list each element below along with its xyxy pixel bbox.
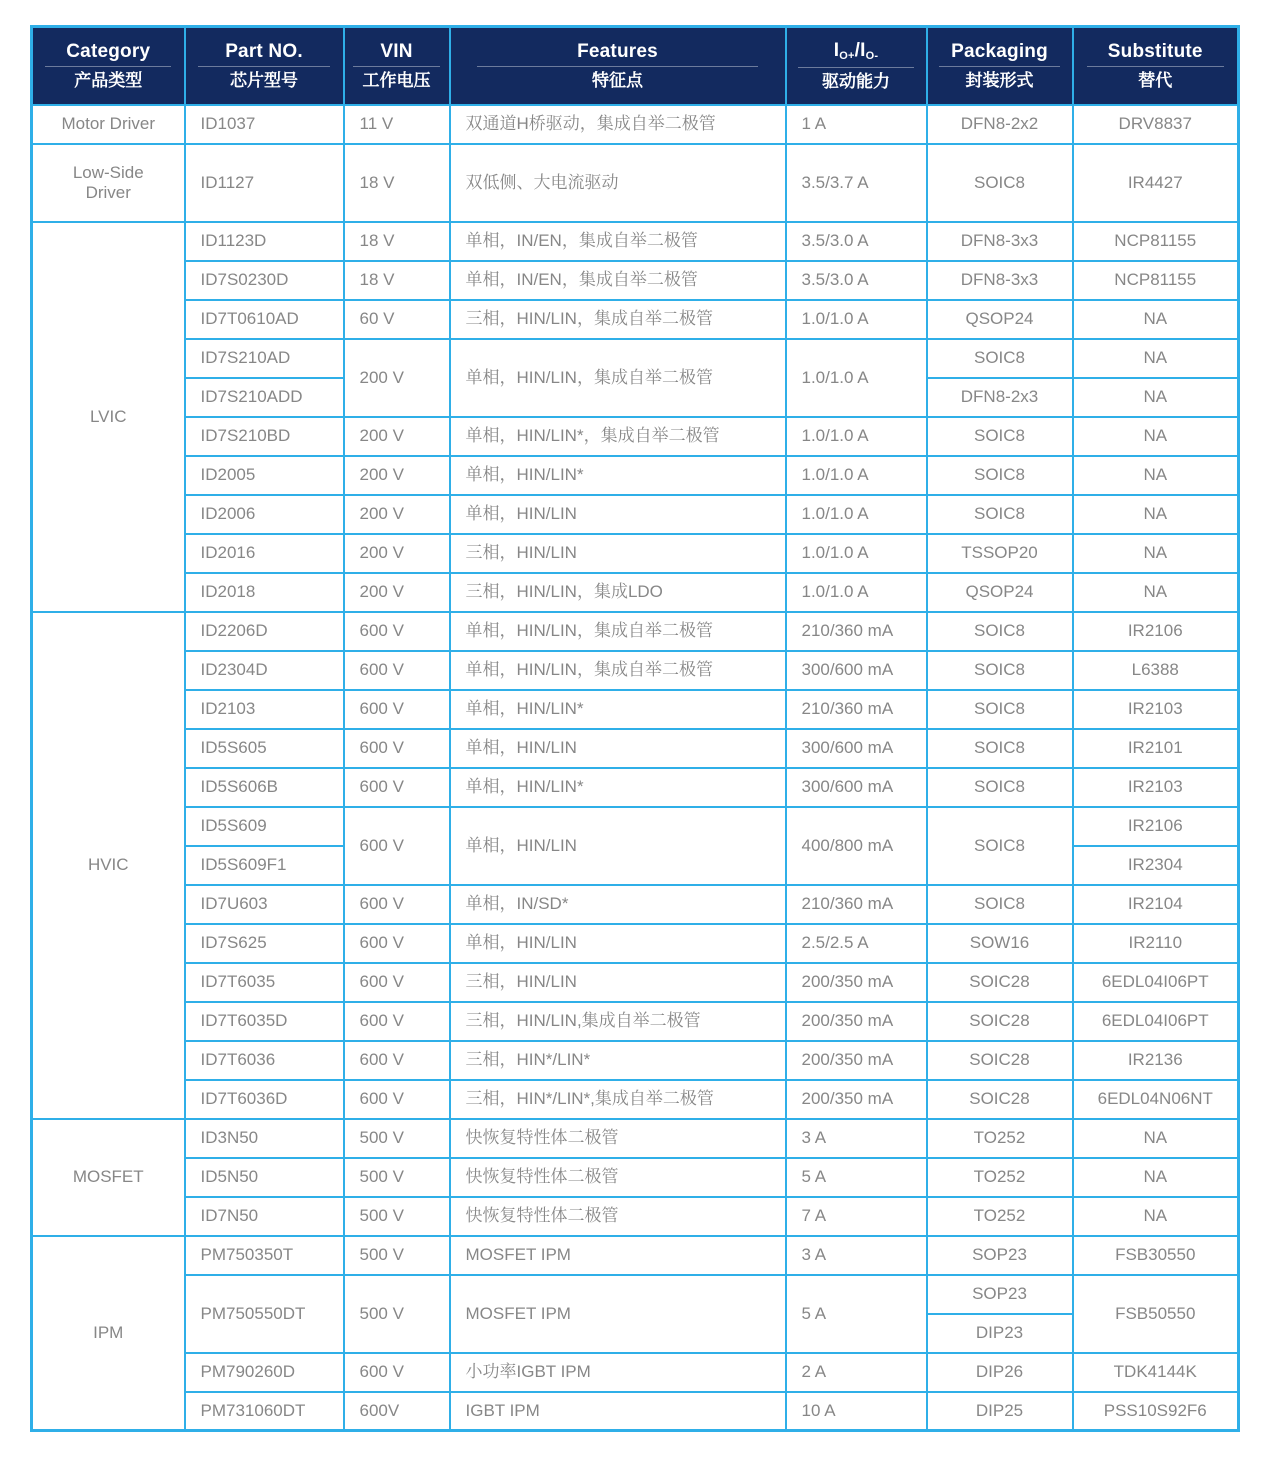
cell-substitute: 6EDL04I06PT <box>1073 963 1239 1002</box>
cell-io: 3.5/3.0 A <box>786 261 927 300</box>
cell-substitute: IR2106 <box>1073 612 1239 651</box>
table-row <box>32 1392 1239 1431</box>
cell-category: LVIC <box>32 222 185 612</box>
cell-category: Low-Side Driver <box>32 144 185 222</box>
header-divider <box>798 67 915 68</box>
header-divider <box>45 66 171 67</box>
table-row <box>32 963 1239 1002</box>
header-io-en: $I_{O+}/I_{O-}$ <box>833 40 879 63</box>
cell-vin: 600 V <box>344 1041 450 1080</box>
cell-vin: 600 V <box>344 612 450 651</box>
cell-substitute: NA <box>1073 300 1239 339</box>
cell-substitute: IR2304 <box>1073 846 1239 885</box>
table-row <box>32 1119 1239 1158</box>
cell-packaging: SOIC8 <box>927 729 1073 768</box>
table-body <box>32 105 1239 1431</box>
cell-io: 200/350 mA <box>786 1080 927 1119</box>
cell-part: ID2018 <box>185 573 344 612</box>
table-row <box>32 1353 1239 1392</box>
cell-io: 210/360 mA <box>786 612 927 651</box>
cell-packaging: DFN8-2x2 <box>927 105 1073 144</box>
cell-features: 单相，HIN/LIN，集成自举二极管 <box>450 339 786 417</box>
table-row <box>32 495 1239 534</box>
header-vin-zh: 工作电压 <box>362 71 431 91</box>
cell-packaging: SOIC28 <box>927 1041 1073 1080</box>
cell-packaging: SOIC8 <box>927 144 1073 222</box>
cell-vin: 600V <box>344 1392 450 1431</box>
cell-io: 10 A <box>786 1392 927 1431</box>
table-row <box>32 924 1239 963</box>
cell-part: ID7S210BD <box>185 417 344 456</box>
cell-substitute: 6EDL04N06NT <box>1073 1080 1239 1119</box>
cell-substitute: IR2101 <box>1073 729 1239 768</box>
table-row <box>32 222 1239 261</box>
header-substitute-en: Substitute <box>1107 41 1203 63</box>
cell-vin: 600 V <box>344 885 450 924</box>
header-part <box>185 27 344 105</box>
table-row <box>32 105 1239 144</box>
cell-category: Motor Driver <box>32 105 185 144</box>
cell-features: 单相，HIN/LIN <box>450 495 786 534</box>
cell-vin: 200 V <box>344 573 450 612</box>
cell-part: PM790260D <box>185 1353 344 1392</box>
table-row <box>32 339 1239 378</box>
cell-io: 3.5/3.0 A <box>786 222 927 261</box>
cell-packaging: DIP25 <box>927 1392 1073 1431</box>
cell-vin: 600 V <box>344 1002 450 1041</box>
header-category <box>32 27 185 105</box>
cell-part: ID7T6035 <box>185 963 344 1002</box>
cell-packaging: DFN8-3x3 <box>927 222 1073 261</box>
cell-category: IPM <box>32 1236 185 1431</box>
table-row <box>32 1197 1239 1236</box>
cell-features: MOSFET IPM <box>450 1236 786 1275</box>
cell-part: ID7S210AD <box>185 339 344 378</box>
cell-vin: 600 V <box>344 651 450 690</box>
cell-vin: 60 V <box>344 300 450 339</box>
cell-vin: 600 V <box>344 924 450 963</box>
cell-packaging: SOIC8 <box>927 690 1073 729</box>
cell-features: 三相，HIN/LIN，集成LDO <box>450 573 786 612</box>
cell-part: ID7S625 <box>185 924 344 963</box>
cell-io: 1 A <box>786 105 927 144</box>
cell-part: ID1037 <box>185 105 344 144</box>
cell-io: 1.0/1.0 A <box>786 417 927 456</box>
cell-features: MOSFET IPM <box>450 1275 786 1353</box>
cell-part: ID5N50 <box>185 1158 344 1197</box>
cell-substitute: IR2136 <box>1073 1041 1239 1080</box>
cell-vin: 600 V <box>344 768 450 807</box>
cell-part: ID2304D <box>185 651 344 690</box>
cell-features: 单相，HIN/LIN* <box>450 690 786 729</box>
cell-part: ID5S605 <box>185 729 344 768</box>
cell-packaging: SOW16 <box>927 924 1073 963</box>
header-substitute-zh: 替代 <box>1138 71 1173 91</box>
header-packaging-en: Packaging <box>951 41 1048 63</box>
cell-vin: 200 V <box>344 534 450 573</box>
cell-io: 7 A <box>786 1197 927 1236</box>
cell-part: ID7U603 <box>185 885 344 924</box>
cell-part: ID5S609 <box>185 807 344 846</box>
cell-features: 双通道H桥驱动，集成自举二极管 <box>450 105 786 144</box>
cell-io: 210/360 mA <box>786 885 927 924</box>
cell-vin: 500 V <box>344 1119 450 1158</box>
cell-packaging: SOIC28 <box>927 963 1073 1002</box>
cell-vin: 200 V <box>344 339 450 417</box>
cell-packaging: SOIC8 <box>927 612 1073 651</box>
cell-part: ID1127 <box>185 144 344 222</box>
cell-substitute: IR2103 <box>1073 690 1239 729</box>
cell-category: HVIC <box>32 612 185 1119</box>
cell-part: ID2005 <box>185 456 344 495</box>
table-row <box>32 144 1239 222</box>
cell-features: IGBT IPM <box>450 1392 786 1431</box>
cell-features: 快恢复特性体二极管 <box>450 1197 786 1236</box>
cell-packaging: SOP23 <box>927 1275 1073 1314</box>
cell-substitute: NA <box>1073 378 1239 417</box>
table-row <box>32 612 1239 651</box>
cell-packaging: SOIC8 <box>927 339 1073 378</box>
header-vin <box>344 27 450 105</box>
cell-packaging: SOIC8 <box>927 456 1073 495</box>
cell-substitute: IR4427 <box>1073 144 1239 222</box>
table-row <box>32 261 1239 300</box>
cell-vin: 500 V <box>344 1158 450 1197</box>
header-packaging <box>927 27 1073 105</box>
table-row <box>32 534 1239 573</box>
table-row <box>32 456 1239 495</box>
header-features <box>450 27 786 105</box>
cell-part: PM750350T <box>185 1236 344 1275</box>
cell-part: ID1123D <box>185 222 344 261</box>
cell-packaging: TSSOP20 <box>927 534 1073 573</box>
cell-packaging: SOIC8 <box>927 885 1073 924</box>
cell-io: 300/600 mA <box>786 768 927 807</box>
cell-features: 单相，HIN/LIN，集成自举二极管 <box>450 651 786 690</box>
cell-features: 快恢复特性体二极管 <box>450 1158 786 1197</box>
cell-substitute: DRV8837 <box>1073 105 1239 144</box>
table-row <box>32 729 1239 768</box>
cell-packaging: QSOP24 <box>927 573 1073 612</box>
cell-substitute: NA <box>1073 495 1239 534</box>
table-row <box>32 1158 1239 1197</box>
cell-part: ID7S210ADD <box>185 378 344 417</box>
cell-substitute: NA <box>1073 417 1239 456</box>
cell-part: ID7T6036D <box>185 1080 344 1119</box>
cell-vin: 18 V <box>344 222 450 261</box>
table-row <box>32 1080 1239 1119</box>
cell-vin: 11 V <box>344 105 450 144</box>
cell-packaging: DFN8-3x3 <box>927 261 1073 300</box>
cell-packaging: QSOP24 <box>927 300 1073 339</box>
cell-part: ID2206D <box>185 612 344 651</box>
cell-io: 200/350 mA <box>786 963 927 1002</box>
header-features-zh: 特征点 <box>592 71 643 91</box>
cell-packaging: TO252 <box>927 1119 1073 1158</box>
cell-features: 三相，HIN/LIN <box>450 534 786 573</box>
header-divider <box>198 66 330 67</box>
cell-vin: 200 V <box>344 417 450 456</box>
cell-substitute: IR2110 <box>1073 924 1239 963</box>
cell-features: 三相，HIN*/LIN*,集成自举二极管 <box>450 1080 786 1119</box>
table-row <box>32 573 1239 612</box>
cell-io: 210/360 mA <box>786 690 927 729</box>
cell-features: 单相，HIN/LIN <box>450 924 786 963</box>
table-row <box>32 885 1239 924</box>
cell-part: ID7T0610AD <box>185 300 344 339</box>
cell-features: 单相，HIN/LIN*，集成自举二极管 <box>450 417 786 456</box>
cell-packaging: SOIC28 <box>927 1080 1073 1119</box>
cell-part: ID7T6035D <box>185 1002 344 1041</box>
cell-substitute: FSB50550 <box>1073 1275 1239 1353</box>
header-divider <box>477 66 758 67</box>
cell-vin: 600 V <box>344 690 450 729</box>
table-row <box>32 651 1239 690</box>
header-category-en: Category <box>66 41 151 63</box>
cell-vin: 500 V <box>344 1236 450 1275</box>
header-row <box>32 27 1239 105</box>
cell-category: MOSFET <box>32 1119 185 1236</box>
cell-io: 3.5/3.7 A <box>786 144 927 222</box>
cell-substitute: IR2103 <box>1073 768 1239 807</box>
cell-features: 双低侧、大电流驱动 <box>450 144 786 222</box>
cell-vin: 600 V <box>344 1080 450 1119</box>
cell-packaging: DIP26 <box>927 1353 1073 1392</box>
cell-io: 200/350 mA <box>786 1002 927 1041</box>
cell-vin: 200 V <box>344 495 450 534</box>
cell-substitute: IR2104 <box>1073 885 1239 924</box>
cell-part: ID7S0230D <box>185 261 344 300</box>
cell-part: ID5S606B <box>185 768 344 807</box>
cell-io: 1.0/1.0 A <box>786 573 927 612</box>
cell-io: 300/600 mA <box>786 729 927 768</box>
cell-io: 1.0/1.0 A <box>786 339 927 417</box>
cell-packaging: SOIC8 <box>927 651 1073 690</box>
cell-features: 小功率IGBT IPM <box>450 1353 786 1392</box>
cell-io: 400/800 mA <box>786 807 927 885</box>
cell-packaging: SOIC28 <box>927 1002 1073 1041</box>
cell-part: ID2103 <box>185 690 344 729</box>
io-minus-subscript: O- <box>865 50 879 63</box>
cell-features: 单相，HIN/LIN* <box>450 456 786 495</box>
header-category-zh: 产品类型 <box>74 71 143 91</box>
cell-part: ID3N50 <box>185 1119 344 1158</box>
cell-vin: 600 V <box>344 729 450 768</box>
header-features-en: Features <box>577 41 658 63</box>
cell-io: 5 A <box>786 1275 927 1353</box>
table-row <box>32 690 1239 729</box>
cell-features: 单相，IN/EN，集成自举二极管 <box>450 261 786 300</box>
table-row <box>32 768 1239 807</box>
header-part-zh: 芯片型号 <box>230 71 298 91</box>
cell-substitute: NA <box>1073 1158 1239 1197</box>
cell-substitute: FSB30550 <box>1073 1236 1239 1275</box>
cell-features: 快恢复特性体二极管 <box>450 1119 786 1158</box>
cell-packaging: SOP23 <box>927 1236 1073 1275</box>
cell-part: ID2006 <box>185 495 344 534</box>
cell-features: 单相，HIN/LIN <box>450 807 786 885</box>
cell-substitute: L6388 <box>1073 651 1239 690</box>
header-divider <box>353 66 440 67</box>
cell-part: ID7N50 <box>185 1197 344 1236</box>
cell-part: PM750550DT <box>185 1275 344 1353</box>
cell-packaging: DIP23 <box>927 1314 1073 1353</box>
cell-vin: 600 V <box>344 807 450 885</box>
cell-features: 单相，IN/SD* <box>450 885 786 924</box>
product-table <box>30 25 1240 1432</box>
cell-substitute: 6EDL04I06PT <box>1073 1002 1239 1041</box>
table-row <box>32 1041 1239 1080</box>
header-vin-en: VIN <box>380 41 413 63</box>
table-row <box>32 1275 1239 1314</box>
table-row <box>32 1236 1239 1275</box>
cell-io: 3 A <box>786 1119 927 1158</box>
cell-io: 300/600 mA <box>786 651 927 690</box>
header-part-en: Part NO. <box>225 41 303 63</box>
cell-io: 1.0/1.0 A <box>786 456 927 495</box>
cell-substitute: NA <box>1073 573 1239 612</box>
table-row <box>32 807 1239 846</box>
header-divider <box>939 66 1060 67</box>
header-io <box>786 27 927 105</box>
cell-io: 1.0/1.0 A <box>786 495 927 534</box>
cell-packaging: TO252 <box>927 1197 1073 1236</box>
cell-substitute: NA <box>1073 1119 1239 1158</box>
cell-substitute: NCP81155 <box>1073 222 1239 261</box>
cell-substitute: IR2106 <box>1073 807 1239 846</box>
cell-io: 2 A <box>786 1353 927 1392</box>
cell-io: 200/350 mA <box>786 1041 927 1080</box>
cell-io: 1.0/1.0 A <box>786 300 927 339</box>
cell-substitute: NA <box>1073 456 1239 495</box>
header-substitute <box>1073 27 1239 105</box>
header-io-zh: 驱动能力 <box>822 72 890 92</box>
cell-vin: 600 V <box>344 963 450 1002</box>
header-packaging-zh: 封装形式 <box>965 71 1034 91</box>
cell-vin: 18 V <box>344 144 450 222</box>
cell-features: 三相，HIN/LIN <box>450 963 786 1002</box>
cell-vin: 500 V <box>344 1275 450 1353</box>
cell-substitute: NA <box>1073 1197 1239 1236</box>
cell-part: ID2016 <box>185 534 344 573</box>
cell-features: 三相，HIN*/LIN* <box>450 1041 786 1080</box>
cell-substitute: NA <box>1073 339 1239 378</box>
cell-packaging: SOIC8 <box>927 495 1073 534</box>
cell-part: ID5S609F1 <box>185 846 344 885</box>
io-plus-subscript: O+ <box>839 50 855 63</box>
cell-substitute: NA <box>1073 534 1239 573</box>
cell-features: 单相，HIN/LIN <box>450 729 786 768</box>
cell-substitute: TDK4144K <box>1073 1353 1239 1392</box>
cell-vin: 18 V <box>344 261 450 300</box>
cell-packaging: SOIC8 <box>927 768 1073 807</box>
cell-io: 2.5/2.5 A <box>786 924 927 963</box>
cell-io: 3 A <box>786 1236 927 1275</box>
cell-io: 5 A <box>786 1158 927 1197</box>
cell-part: PM731060DT <box>185 1392 344 1431</box>
cell-vin: 500 V <box>344 1197 450 1236</box>
cell-part: ID7T6036 <box>185 1041 344 1080</box>
cell-packaging: DFN8-2x3 <box>927 378 1073 417</box>
header-divider <box>1087 66 1224 67</box>
cell-packaging: TO252 <box>927 1158 1073 1197</box>
cell-features: 三相，HIN/LIN,集成自举二极管 <box>450 1002 786 1041</box>
table-row <box>32 1002 1239 1041</box>
cell-packaging: SOIC8 <box>927 807 1073 885</box>
cell-features: 单相，IN/EN，集成自举二极管 <box>450 222 786 261</box>
cell-substitute: PSS10S92F6 <box>1073 1392 1239 1431</box>
table-header <box>32 27 1239 105</box>
cell-features: 单相，HIN/LIN，集成自举二极管 <box>450 612 786 651</box>
table-row <box>32 300 1239 339</box>
cell-packaging: SOIC8 <box>927 417 1073 456</box>
cell-vin: 600 V <box>344 1353 450 1392</box>
cell-substitute: NCP81155 <box>1073 261 1239 300</box>
table-row <box>32 417 1239 456</box>
cell-vin: 200 V <box>344 456 450 495</box>
cell-features: 三相，HIN/LIN，集成自举二极管 <box>450 300 786 339</box>
cell-features: 单相，HIN/LIN* <box>450 768 786 807</box>
cell-io: 1.0/1.0 A <box>786 534 927 573</box>
